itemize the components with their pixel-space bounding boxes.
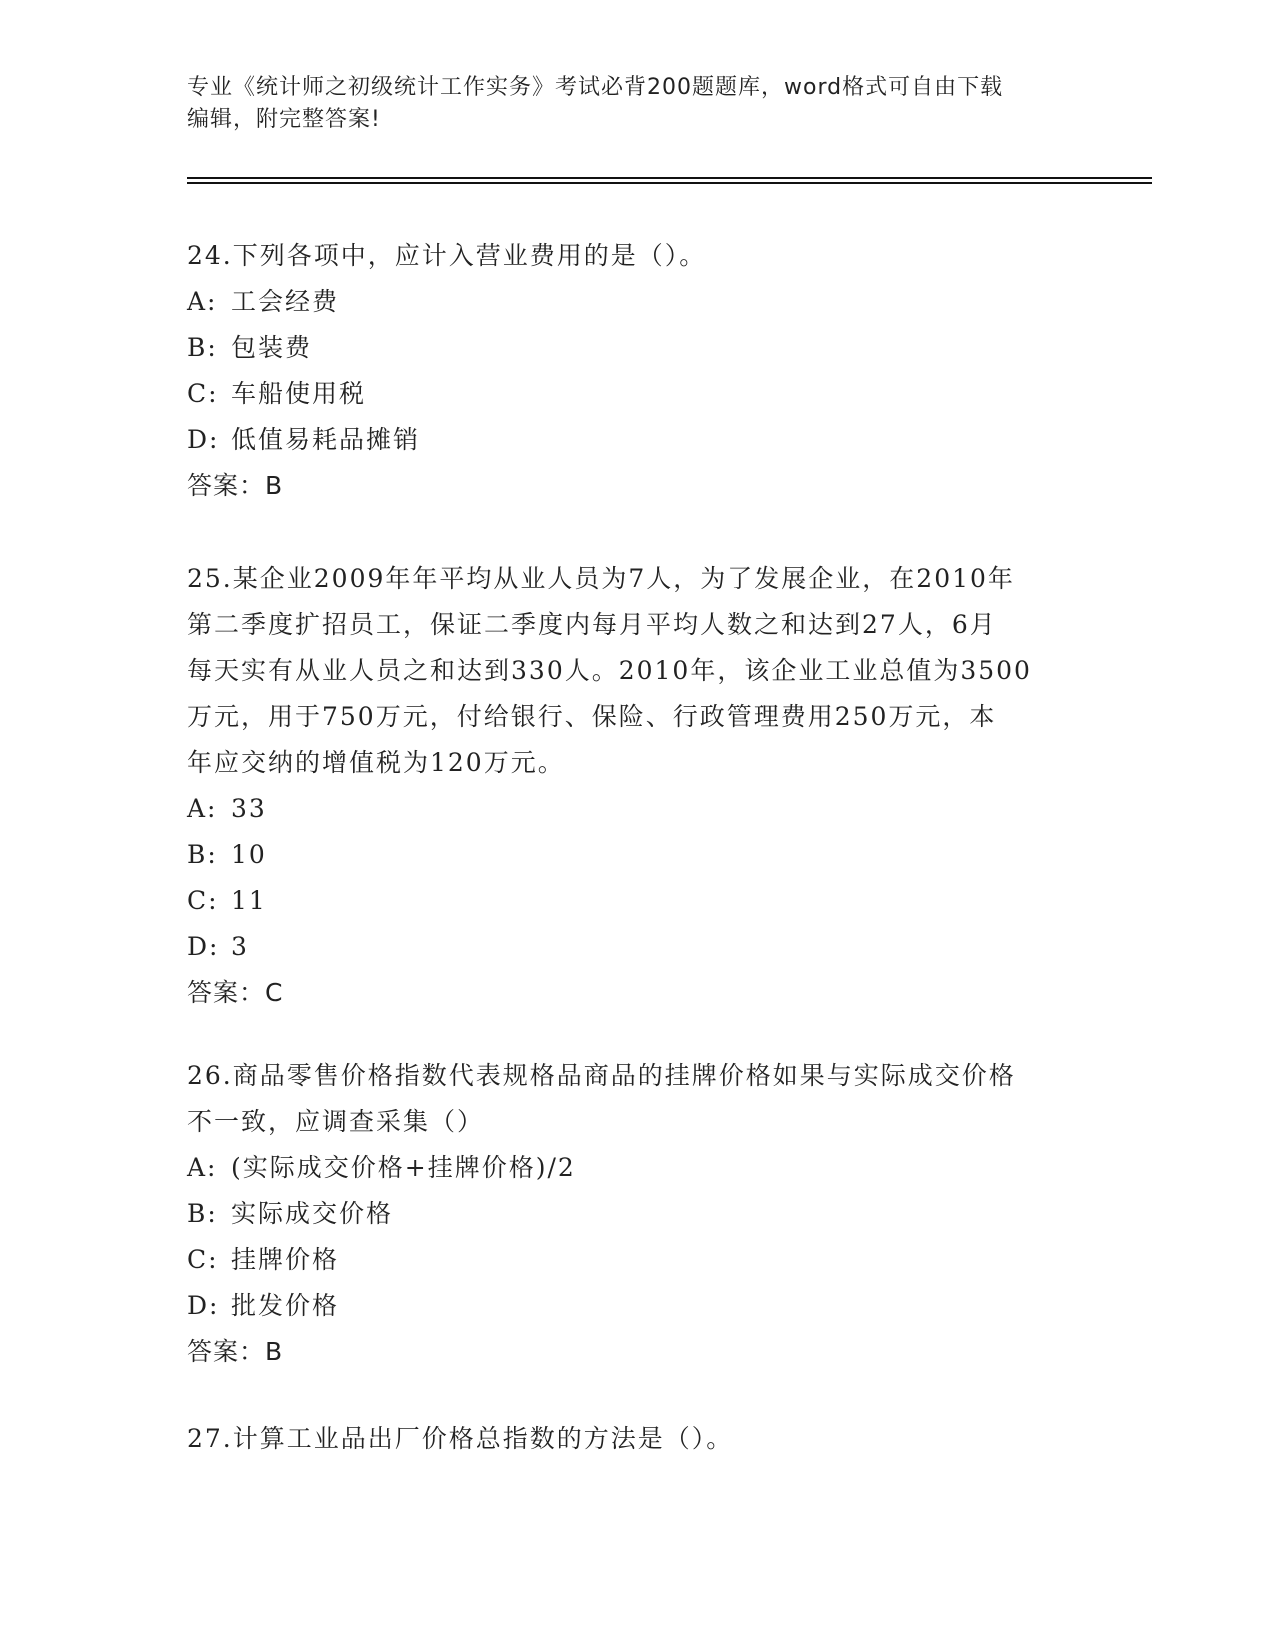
option-text: 低值易耗品摊销 bbox=[231, 425, 421, 454]
answer: 答案：B bbox=[187, 1337, 284, 1366]
option-key: C: bbox=[187, 886, 219, 915]
option-text: 实际成交价格 bbox=[231, 1199, 394, 1228]
option-key: A: bbox=[187, 1153, 218, 1182]
question-stem-line-1: 25.某企业2009年年平均从业人员为7人，为了发展企业，在2010年 bbox=[187, 564, 1015, 593]
answer: 答案：B bbox=[187, 471, 284, 500]
option-c bbox=[187, 371, 1087, 417]
option-text: 挂牌价格 bbox=[231, 1245, 340, 1274]
option-b bbox=[187, 832, 1087, 878]
option-a bbox=[187, 1145, 1087, 1191]
question-stem: 24.下列各项中，应计入营业费用的是（）。 bbox=[187, 241, 707, 270]
option-key: A: bbox=[187, 287, 218, 316]
option-text: 33 bbox=[231, 794, 267, 823]
option-key: D: bbox=[187, 1291, 220, 1320]
question-stem-line-5: 年应交纳的增值税为120万元。 bbox=[187, 748, 565, 777]
question-25 bbox=[187, 556, 1087, 1016]
option-text: 10 bbox=[231, 840, 267, 869]
question-26 bbox=[187, 1053, 1087, 1375]
answer: 答案：C bbox=[187, 978, 284, 1007]
question-stem-line-2: 不一致，应调查采集（） bbox=[187, 1107, 485, 1136]
option-a bbox=[187, 786, 1087, 832]
option-key: B: bbox=[187, 1199, 218, 1228]
header-line-2: 编辑，附完整答案! bbox=[187, 107, 381, 132]
option-text: 11 bbox=[231, 886, 267, 915]
option-d bbox=[187, 924, 1087, 970]
option-key: D: bbox=[187, 425, 220, 454]
question-stem-line-2: 第二季度扩招员工，保证二季度内每月平均人数之和达到27人，6月 bbox=[187, 610, 997, 639]
option-key: C: bbox=[187, 379, 219, 408]
option-c bbox=[187, 878, 1087, 924]
question-stem-line-3: 每天实有从业人员之和达到330人。2010年，该企业工业总值为3500 bbox=[187, 656, 1032, 685]
option-b bbox=[187, 325, 1087, 371]
option-text: (实际成交价格+挂牌价格)/2 bbox=[231, 1153, 576, 1182]
option-key: A: bbox=[187, 794, 218, 823]
option-text: 3 bbox=[231, 932, 249, 961]
option-key: B: bbox=[187, 333, 218, 362]
option-key: B: bbox=[187, 840, 218, 869]
option-key: C: bbox=[187, 1245, 219, 1274]
option-key: D: bbox=[187, 932, 220, 961]
header-divider-top bbox=[187, 177, 1152, 179]
question-27 bbox=[187, 1416, 1087, 1462]
option-text: 包装费 bbox=[231, 333, 313, 362]
header-divider-bottom bbox=[187, 182, 1152, 184]
question-stem: 27.计算工业品出厂价格总指数的方法是（）。 bbox=[187, 1424, 734, 1453]
question-stem-line-1: 26.商品零售价格指数代表规格品商品的挂牌价格如果与实际成交价格 bbox=[187, 1061, 1016, 1090]
header-line-1: 专业《统计师之初级统计工作实务》考试必背200题题库，word格式可自由下载 bbox=[187, 75, 1004, 100]
option-text: 工会经费 bbox=[231, 287, 340, 316]
document-header bbox=[187, 72, 1087, 136]
option-text: 批发价格 bbox=[231, 1291, 340, 1320]
option-d bbox=[187, 1283, 1087, 1329]
option-a bbox=[187, 279, 1087, 325]
question-24 bbox=[187, 233, 1087, 509]
option-c bbox=[187, 1237, 1087, 1283]
option-text: 车船使用税 bbox=[231, 379, 367, 408]
option-d bbox=[187, 417, 1087, 463]
question-stem-line-4: 万元，用于750万元，付给银行、保险、行政管理费用250万元，本 bbox=[187, 702, 997, 731]
option-b bbox=[187, 1191, 1087, 1237]
